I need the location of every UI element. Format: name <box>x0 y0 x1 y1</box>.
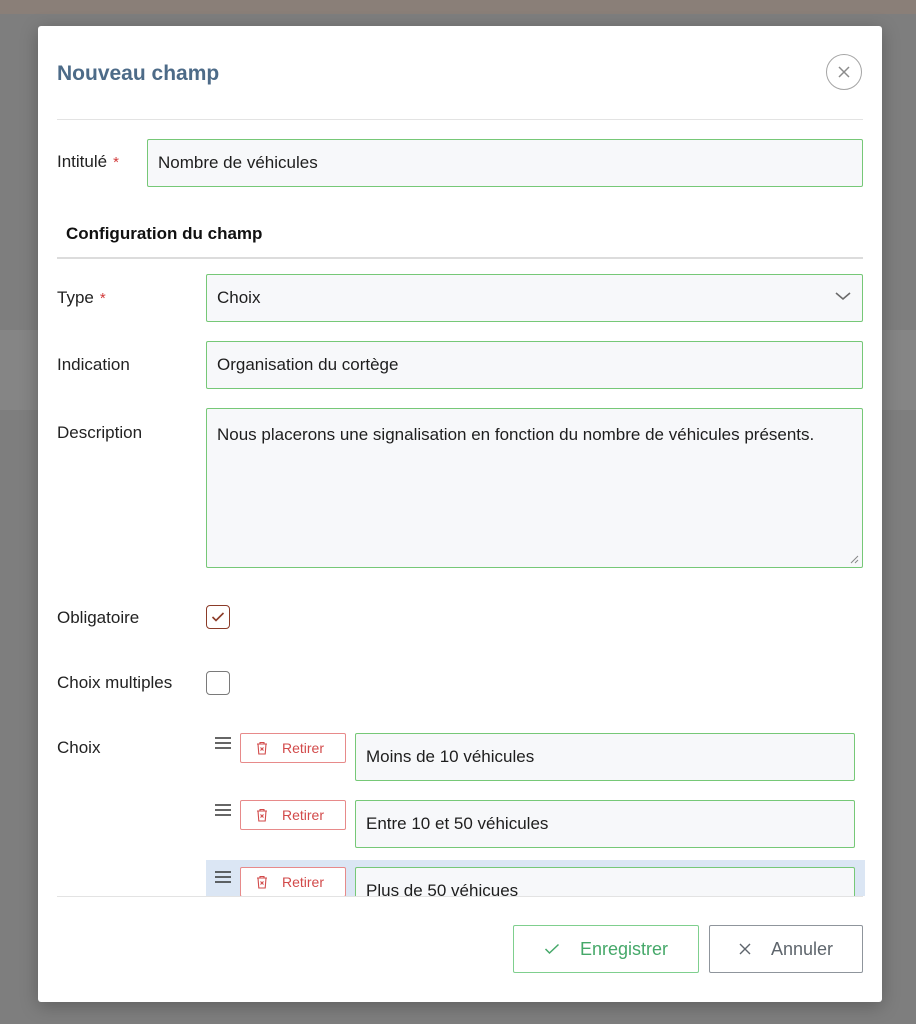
indication-label: Indication <box>57 355 130 374</box>
new-field-dialog <box>38 26 882 1002</box>
intitule-label-text: Intitulé <box>57 152 108 171</box>
trash-icon <box>256 808 268 822</box>
remove-label: Retirer <box>282 807 325 823</box>
type-label <box>57 288 106 308</box>
cancel-button[interactable] <box>709 925 863 973</box>
resize-grip-icon[interactable] <box>849 554 859 564</box>
choice-row <box>206 726 865 788</box>
choice-input[interactable]: Moins de 10 véhicules <box>355 733 855 781</box>
type-label-text: Type <box>57 288 94 307</box>
cancel-label: Annuler <box>770 938 834 959</box>
choice-row <box>206 860 865 896</box>
drag-handle-icon[interactable] <box>215 803 231 817</box>
close-icon <box>837 65 851 79</box>
background-topbar <box>0 0 916 14</box>
footer-divider <box>57 896 863 897</box>
required-marker: * <box>99 290 106 307</box>
remove-label: Retirer <box>282 740 325 756</box>
save-button[interactable] <box>513 925 699 973</box>
choix-multiples-checkbox[interactable] <box>206 671 230 695</box>
checkmark-icon <box>211 611 225 623</box>
type-select[interactable] <box>206 274 863 322</box>
required-marker: * <box>113 154 119 171</box>
drag-handle-icon[interactable] <box>215 870 231 884</box>
trash-icon <box>256 741 268 755</box>
x-icon <box>739 943 751 955</box>
description-textarea[interactable] <box>206 408 863 568</box>
choix-multiples-label: Choix multiples <box>57 673 173 692</box>
chevron-down-icon <box>834 290 852 302</box>
description-text: Nous placerons une signalisation en fonction du nombre de véhicules présents. <box>217 425 815 444</box>
save-label: Enregistrer <box>579 938 669 959</box>
type-select-value: Choix <box>217 288 261 307</box>
description-label: Description <box>57 423 143 442</box>
intitule-label <box>57 152 119 172</box>
choix-label: Choix <box>57 738 101 757</box>
choice-row <box>206 793 865 855</box>
checkmark-icon <box>544 943 560 955</box>
trash-icon <box>256 875 268 889</box>
close-button[interactable] <box>826 54 862 90</box>
remove-label: Retirer <box>282 874 325 890</box>
section-divider <box>57 257 863 259</box>
dialog-title: Nouveau champ <box>57 62 220 85</box>
choice-input[interactable]: Plus de 50 véhicues <box>355 867 855 896</box>
section-title: Configuration du champ <box>66 224 263 243</box>
choices-list <box>38 726 882 896</box>
remove-choice-button[interactable] <box>240 733 346 763</box>
indication-input[interactable]: Organisation du cortège <box>206 341 863 389</box>
drag-handle-icon[interactable] <box>215 736 231 750</box>
obligatoire-label: Obligatoire <box>57 608 140 627</box>
remove-choice-button[interactable] <box>240 867 346 896</box>
header-divider <box>57 119 863 120</box>
remove-choice-button[interactable] <box>240 800 346 830</box>
intitule-input[interactable]: Nombre de véhicules <box>147 139 863 187</box>
obligatoire-checkbox[interactable] <box>206 605 230 629</box>
choice-input[interactable]: Entre 10 et 50 véhicules <box>355 800 855 848</box>
